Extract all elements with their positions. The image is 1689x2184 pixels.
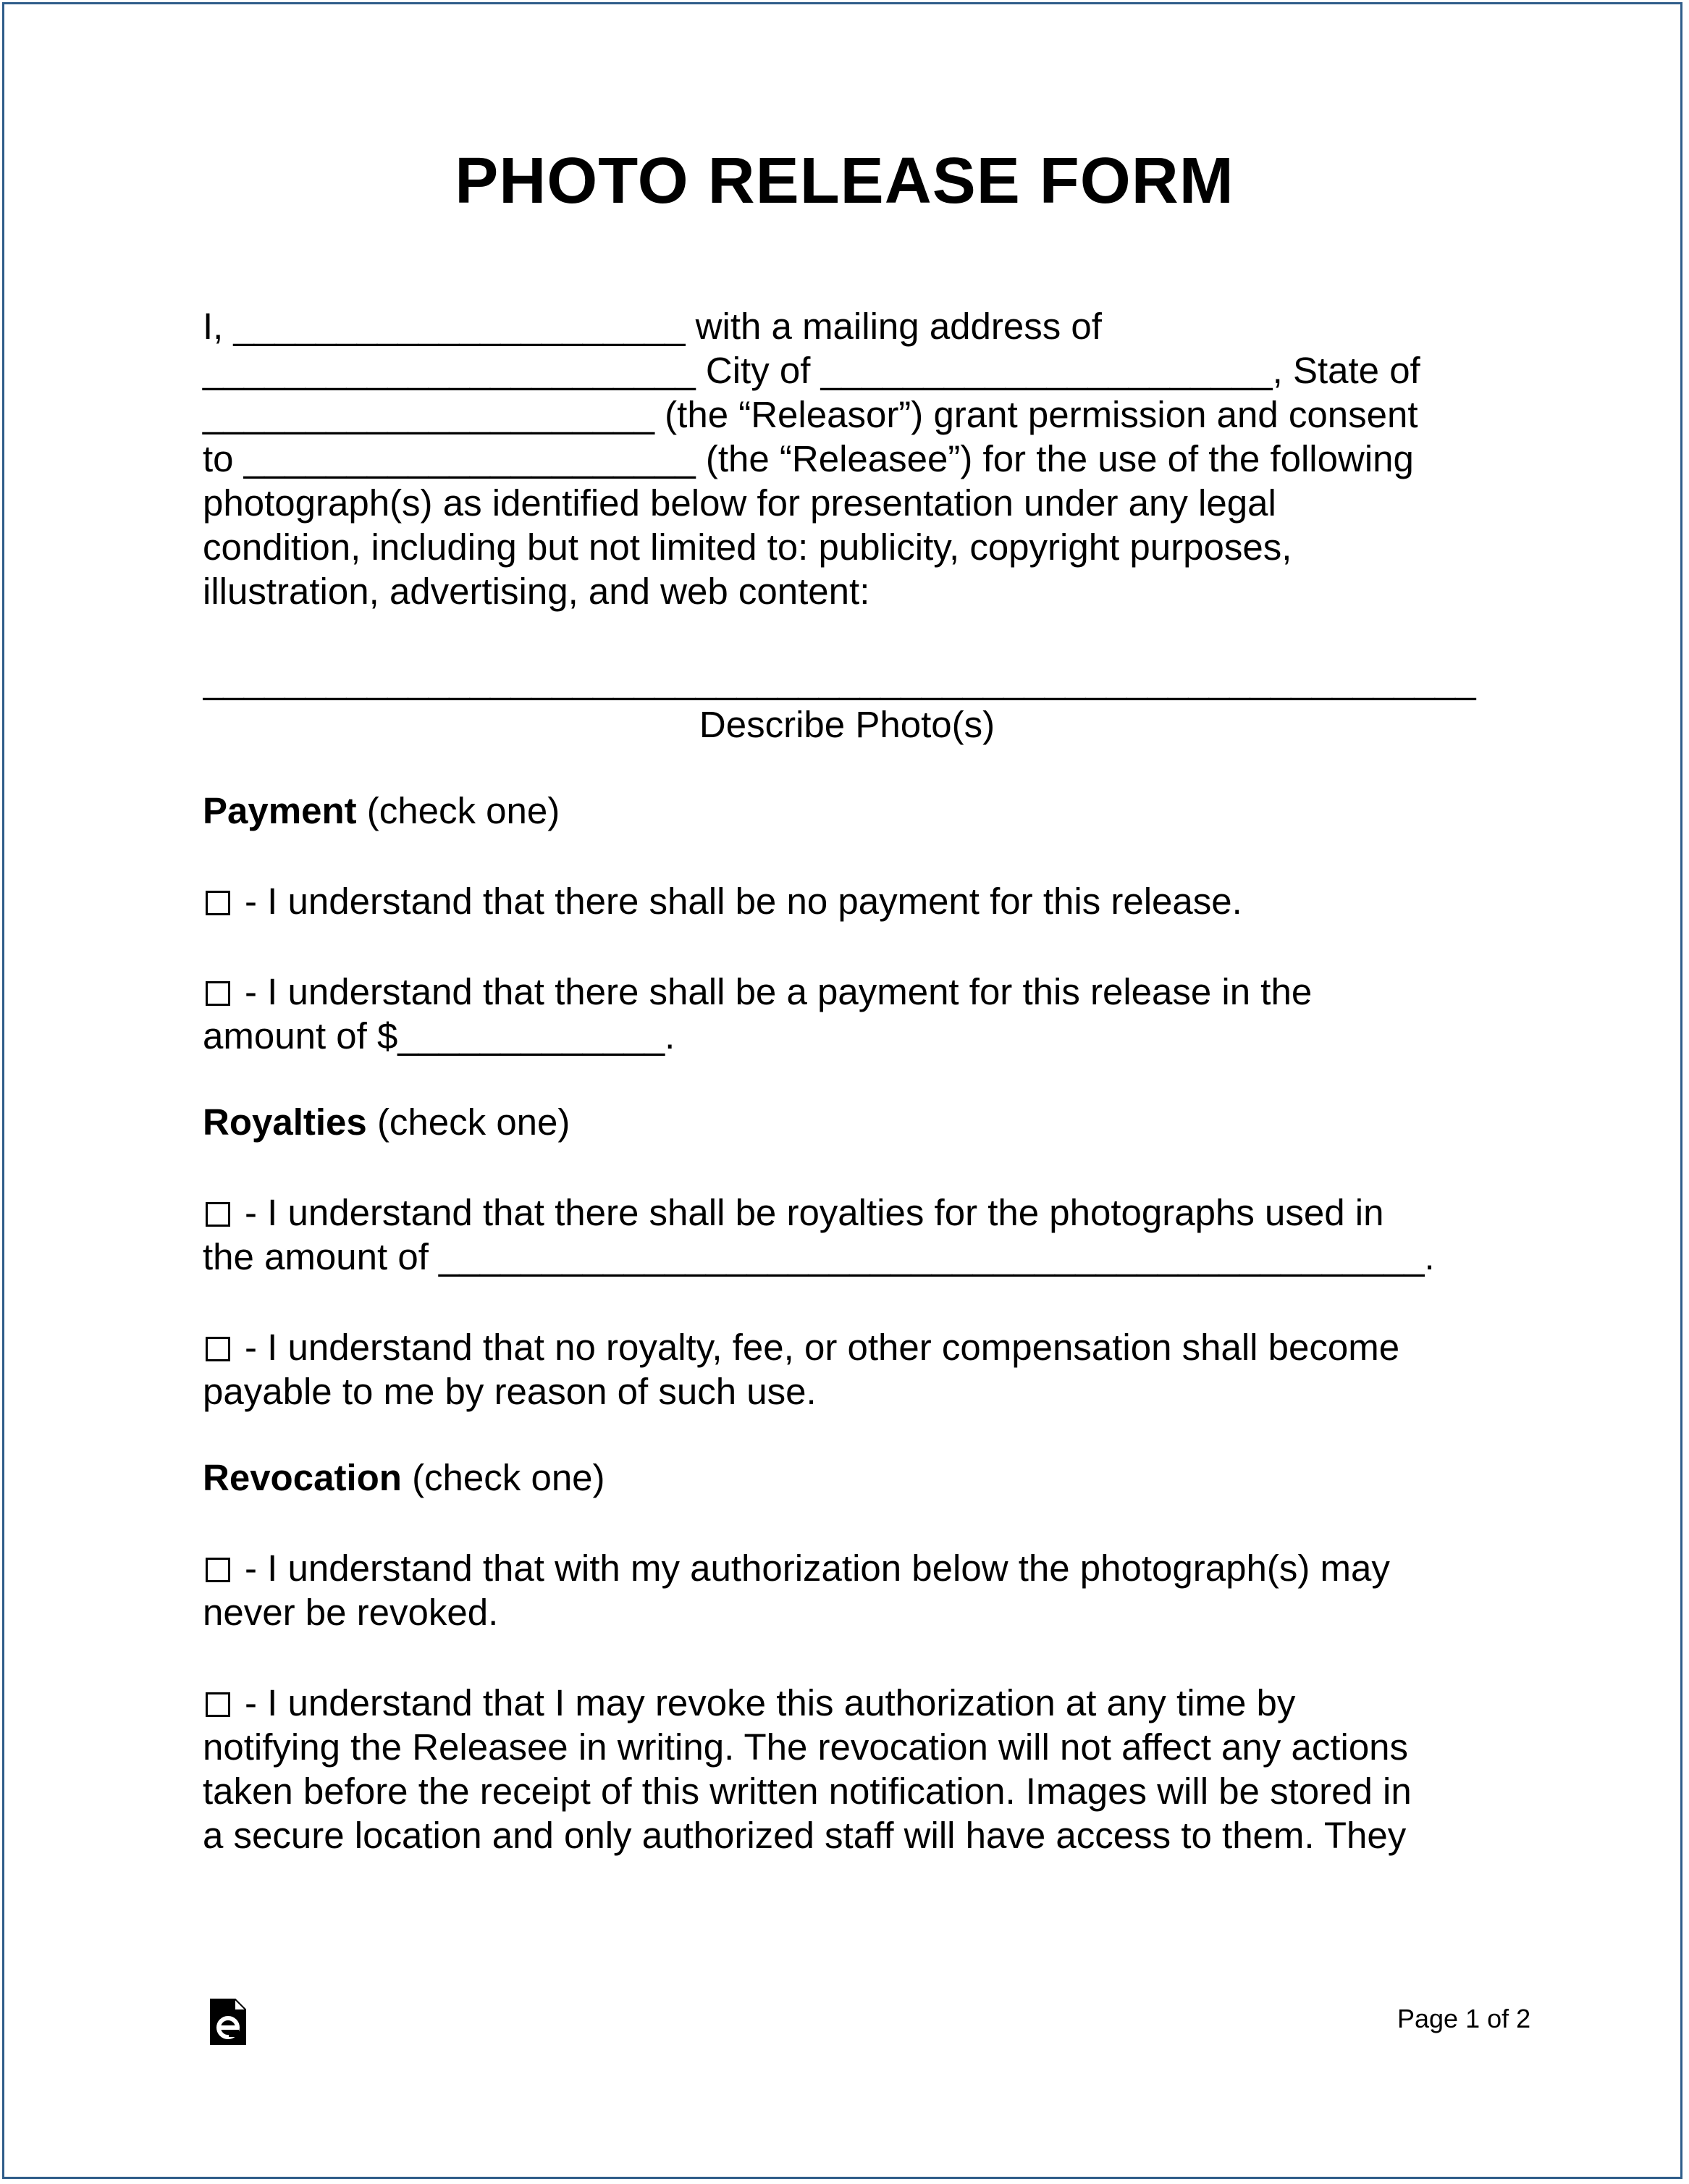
royalties-option-2-text-line-2: payable to me by reason of such use. xyxy=(203,1371,817,1412)
royalties-heading-hint: (check one) xyxy=(376,1101,570,1143)
intro-line-5: photograph(s) as identified below for presentation under any legal xyxy=(203,482,1276,524)
intro-line-3: ______________________ (the “Releasor”) grant permission and consent xyxy=(203,394,1418,435)
royalties-no-royalty-checkbox[interactable] xyxy=(206,1337,230,1361)
page-title: PHOTO RELEASE FORM xyxy=(455,145,1234,217)
revocation-never-revoked-checkbox[interactable] xyxy=(206,1558,230,1582)
revocation-option-1-text-line-1: - I understand that with my authorization below the photograph(s) may xyxy=(245,1547,1390,1589)
royalties-option-2-text-line-1: - I understand that no royalty, fee, or other compensation shall become xyxy=(245,1327,1400,1368)
describe-photo-field[interactable]: ______________________________________________________________ xyxy=(203,660,1476,701)
revocation-option-may-revoke xyxy=(203,1681,1491,1857)
revocation-heading-label: Revocation xyxy=(203,1457,402,1498)
revocation-option-2-text-line-2: notifying the Releasee in writing. The revocation will not affect any actions xyxy=(203,1726,1409,1768)
form-body xyxy=(203,304,1491,1857)
payment-with-payment-checkbox[interactable] xyxy=(206,981,230,1006)
royalties-with-royalties-checkbox[interactable] xyxy=(206,1202,230,1227)
revocation-heading-hint: (check one) xyxy=(412,1457,605,1498)
revocation-option-1-text-line-2: never be revoked. xyxy=(203,1592,499,1633)
royalties-option-no-royalty xyxy=(203,1325,1491,1414)
royalties-heading-label: Royalties xyxy=(203,1101,367,1143)
payment-option-1-text: - I understand that there shall be no payment for this release. xyxy=(245,881,1242,922)
eforms-logo-icon xyxy=(210,1999,246,2045)
payment-no-payment-checkbox[interactable] xyxy=(206,891,230,915)
revocation-option-2-text-line-4: a secure location and only authorized staff will have access to them. They xyxy=(203,1815,1407,1856)
payment-heading-label: Payment xyxy=(203,790,357,831)
payment-heading xyxy=(203,789,1491,833)
intro-line-6: condition, including but not limited to: publicity, copyright purposes, xyxy=(203,526,1292,568)
payment-option-2-text-line-2: amount of $_____________. xyxy=(203,1015,675,1057)
royalties-heading xyxy=(203,1100,1491,1144)
royalties-option-with-royalties xyxy=(203,1190,1491,1279)
describe-photo-label: Describe Photo(s) xyxy=(699,704,995,745)
payment-option-2-text-line-1: - I understand that there shall be a payment for this release in the xyxy=(245,971,1313,1012)
payment-option-with-payment xyxy=(203,970,1491,1058)
payment-option-no-payment xyxy=(203,879,1491,923)
payment-heading-hint: (check one) xyxy=(366,790,560,831)
royalties-option-1-text-line-2: the amount of ________________________________________________. xyxy=(203,1236,1435,1277)
intro-line-4: to ______________________ (the “Releasee”) for the use of the following xyxy=(203,438,1414,479)
revocation-heading xyxy=(203,1456,1491,1500)
revocation-option-2-text-line-3: taken before the receipt of this written notification. Images will be stored in xyxy=(203,1771,1412,1812)
intro-line-1: I, ______________________ with a mailing address of xyxy=(203,306,1102,347)
page-number: Page 1 of 2 xyxy=(1397,2004,1531,2033)
royalties-option-1-text-line-1: - I understand that there shall be royalties for the photographs used in xyxy=(245,1192,1384,1233)
intro-line-7: illustration, advertising, and web content: xyxy=(203,571,870,612)
revocation-option-never-revoked xyxy=(203,1546,1491,1634)
revocation-may-revoke-checkbox[interactable] xyxy=(206,1692,230,1717)
intro-line-2: ________________________ City of ______________________, State of xyxy=(203,350,1420,391)
revocation-option-2-text-line-1: - I understand that I may revoke this authorization at any time by xyxy=(245,1682,1296,1723)
